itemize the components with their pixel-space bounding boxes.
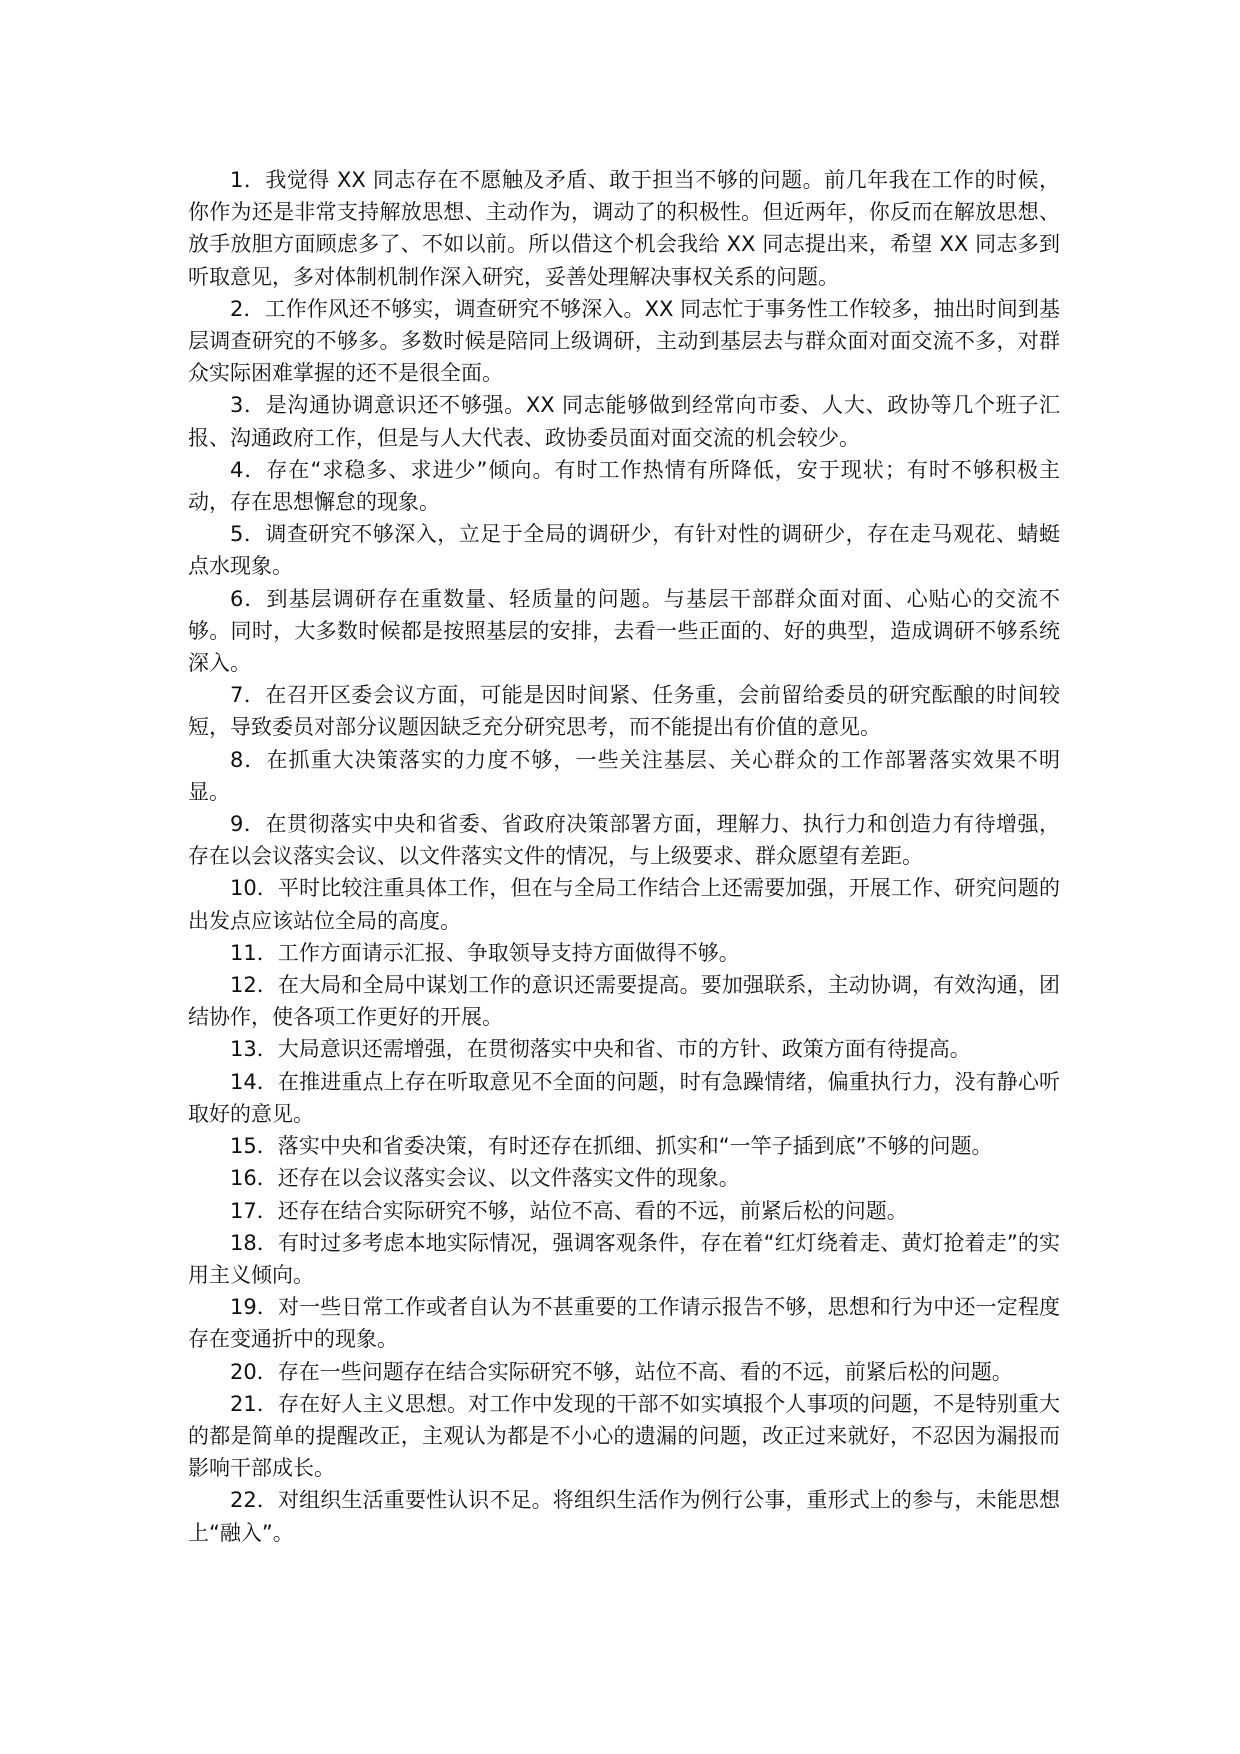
list-item: 8．在抓重大决策落实的力度不够，一些关注基层、关心群众的工作部署落实效果不明显。 [188,747,1060,804]
list-item: 10．平时比较注重具体工作，但在与全局工作结合上还需要加强，开展工作、研究问题的出发点应该站位全局的高度。 [188,876,1060,933]
list-item: 6．到基层调研存在重数量、轻质量的问题。与基层干部群众面对面、心贴心的交流不够。同时，大多数时候都是按照基层的安排，去看一些正面的、好的典型，造成调研不够系统深入。 [188,586,1060,676]
list-item: 22．对组织生活重要性认识不足。将组织生活作为例行公事，重形式上的参与，未能思想上“融入”。 [188,1488,1060,1545]
list-item: 21．存在好人主义思想。对工作中发现的干部不如实填报个人事项的问题，不是特别重大的都是简单的提醒改正，主观认为都是不小心的遗漏的问题，改正过来就好，不忍因为漏报而影响干部成长。 [188,1391,1060,1481]
list-item: 3．是沟通协调意识还不够强。XX 同志能够做到经常向市委、人大、政协等几个班子汇报、沟通政府工作，但是与人大代表、政协委员面对面交流的机会较少。 [188,393,1060,450]
list-item: 7．在召开区委会议方面，可能是因时间紧、任务重，会前留给委员的研究酝酿的时间较短，导致委员对部分议题因缺乏充分研究思考，而不能提出有价值的意见。 [188,683,1060,740]
list-item: 1．我觉得 XX 同志存在不愿触及矛盾、敢于担当不够的问题。前几年我在工作的时候，你作为还是非常支持解放思想、主动作为，调动了的积极性。但近两年，你反而在解放思想、放手放胆方面顾虑多了、不如以前。所以借这个机会我给 XX 同志提出来，希望 XX 同志多到听取意见，多对体制机制作深入研究，妥善处理解决事权关系的问题。 [188,168,1060,289]
list-item: 15．落实中央和省委决策，有时还存在抓细、抓实和“一竿子插到底”不够的问题。 [230,1134,993,1159]
list-item: 18．有时过多考虑本地实际情况，强调客观条件，存在着“红灯绕着走、黄灯抢着走”的实用主义倾向。 [188,1230,1060,1287]
list-item: 2．工作作风还不够实，调查研究不够深入。XX 同志忙于事务性工作较多，抽出时间到基层调查研究的不够多。多数时候是陪同上级调研，主动到基层去与群众面对面交流不多，对群众实际困难掌握的还不是很全面。 [188,296,1060,386]
list-item: 12．在大局和全局中谋划工作的意识还需要提高。要加强联系，主动协调，有效沟通，团结协作，使各项工作更好的开展。 [188,973,1060,1030]
list-item: 17．还存在结合实际研究不够，站位不高、看的不远，前紧后松的问题。 [230,1198,908,1223]
list-item: 4．存在“求稳多、求进少”倾向。有时工作热情有所降低，安于现状；有时不够积极主动，存在思想懈怠的现象。 [188,457,1060,515]
document-body [188,164,1060,1549]
list-item: 16．还存在以会议落实会议、以文件落实文件的现象。 [230,1166,740,1191]
list-item: 20．存在一些问题存在结合实际研究不够，站位不高、看的不远，前紧后松的问题。 [230,1359,1013,1384]
list-item: 9．在贯彻落实中央和省委、省政府决策部署方面，理解力、执行力和创造力有待增强，存在以会议落实会议、以文件落实文件的情况，与上级要求、群众愿望有差距。 [188,812,1060,869]
list-item: 5．调查研究不够深入，立足于全局的调研少，有针对性的调研少，存在走马观花、蜻蜓点水现象。 [188,522,1060,579]
list-item: 13．大局意识还需增强，在贯彻落实中央和省、市的方针、政策方面有待提高。 [230,1037,971,1062]
list-item: 14．在推进重点上存在听取意见不全面的问题，时有急躁情绪，偏重执行力，没有静心听取好的意见。 [188,1069,1060,1126]
list-item: 11．工作方面请示汇报、争取领导支持方面做得不够。 [230,940,740,965]
list-item: 19．对一些日常工作或者自认为不甚重要的工作请示报告不够，思想和行为中还一定程度存在变通折中的现象。 [188,1295,1060,1352]
